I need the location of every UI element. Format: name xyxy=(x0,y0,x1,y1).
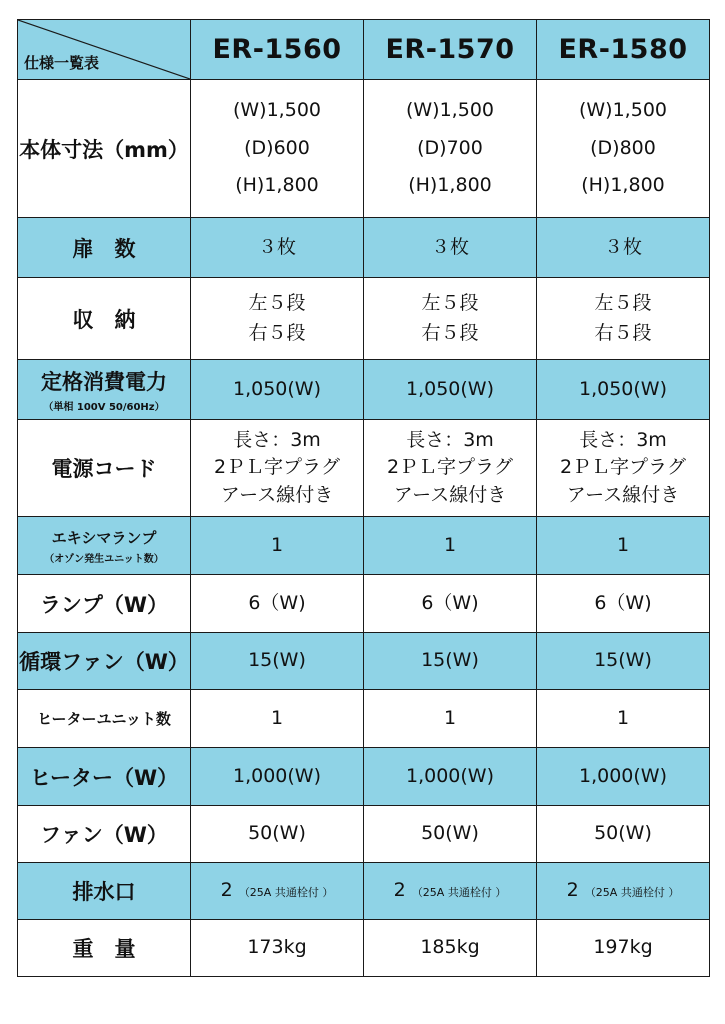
row-label: ヒーターユニット数 xyxy=(18,690,191,748)
storage-cell xyxy=(537,278,710,360)
row-circulation-fan xyxy=(18,633,710,690)
drain-count: 2 xyxy=(566,879,579,902)
drain-count: 2 xyxy=(220,879,233,902)
row-label: ヒーター（W） xyxy=(18,748,191,806)
dimension-height: (H)1,800 xyxy=(235,174,319,197)
cord-ground: アース線付き xyxy=(220,483,334,506)
row-doors xyxy=(18,218,710,278)
dimension-depth: (D)600 xyxy=(244,136,310,159)
power-sublabel: （単相 100V 50/60Hz） xyxy=(43,402,165,413)
power-cell: 1,050(W) xyxy=(191,360,364,420)
cord-ground: アース線付き xyxy=(566,483,680,506)
heater-units-cell: 1 xyxy=(537,690,710,748)
dimensions-cell xyxy=(191,80,364,218)
cord-plug: 2ＰＬ字プラグ xyxy=(559,456,687,479)
storage-left: 左５段 xyxy=(248,292,306,315)
dimensions-cell xyxy=(364,80,537,218)
header-row xyxy=(18,20,710,80)
storage-right: 右５段 xyxy=(248,321,306,344)
row-lamp xyxy=(18,575,710,633)
dimension-width: (W)1,500 xyxy=(578,99,667,122)
row-label: 扉 数 xyxy=(18,218,191,278)
cord-length: 長さ：3m xyxy=(579,428,667,451)
dimensions-cell xyxy=(537,80,710,218)
fan-cell: 50(W) xyxy=(364,806,537,863)
row-label xyxy=(18,360,191,420)
corner-label: 仕様一覧表 xyxy=(24,54,100,72)
storage-cell xyxy=(191,278,364,360)
excimer-cell: 1 xyxy=(364,517,537,575)
row-weight xyxy=(18,920,710,977)
drain-note: （25A 共通栓付 ） xyxy=(238,886,334,900)
excimer-cell: 1 xyxy=(191,517,364,575)
fan-cell: 50(W) xyxy=(537,806,710,863)
cord-plug: 2ＰＬ字プラグ xyxy=(213,456,341,479)
weight-cell: 173kg xyxy=(191,920,364,977)
spec-table xyxy=(17,19,710,977)
doors-cell: ３枚 xyxy=(537,218,710,278)
row-heater-units xyxy=(18,690,710,748)
lamp-cell: 6（W) xyxy=(364,575,537,633)
heater-cell: 1,000(W) xyxy=(364,748,537,806)
circulation-fan-cell: 15(W) xyxy=(364,633,537,690)
power-label: 定格消費電力 xyxy=(41,370,167,394)
heater-units-cell: 1 xyxy=(191,690,364,748)
circulation-fan-cell: 15(W) xyxy=(537,633,710,690)
storage-left: 左５段 xyxy=(421,292,479,315)
dimension-height: (H)1,800 xyxy=(408,174,492,197)
row-label: 電源コード xyxy=(18,420,191,517)
cord-cell xyxy=(537,420,710,517)
row-label: ファン（W） xyxy=(18,806,191,863)
dimension-depth: (D)800 xyxy=(590,136,656,159)
heater-cell: 1,000(W) xyxy=(537,748,710,806)
cord-length: 長さ：3m xyxy=(233,428,321,451)
row-fan xyxy=(18,806,710,863)
model-header: ER-1580 xyxy=(537,20,710,80)
model-header: ER-1570 xyxy=(364,20,537,80)
cord-cell xyxy=(191,420,364,517)
drain-cell xyxy=(537,863,710,920)
weight-cell: 197kg xyxy=(537,920,710,977)
dimension-depth: (D)700 xyxy=(417,136,483,159)
row-storage xyxy=(18,278,710,360)
row-label: ランプ（W） xyxy=(18,575,191,633)
cord-plug: 2ＰＬ字プラグ xyxy=(386,456,514,479)
drain-count: 2 xyxy=(393,879,406,902)
cord-cell xyxy=(364,420,537,517)
row-power xyxy=(18,360,710,420)
row-label: 排水口 xyxy=(18,863,191,920)
fan-cell: 50(W) xyxy=(191,806,364,863)
doors-cell: ３枚 xyxy=(364,218,537,278)
lamp-cell: 6（W) xyxy=(537,575,710,633)
row-label: 循環ファン（W） xyxy=(18,633,191,690)
storage-right: 右５段 xyxy=(421,321,479,344)
drain-cell xyxy=(191,863,364,920)
model-header: ER-1560 xyxy=(191,20,364,80)
excimer-sublabel: （オゾン発生ユニット数） xyxy=(44,553,164,565)
cord-ground: アース線付き xyxy=(393,483,507,506)
excimer-label: エキシマランプ xyxy=(51,528,157,547)
drain-note: （25A 共通栓付 ） xyxy=(411,886,507,900)
dimension-height: (H)1,800 xyxy=(581,174,665,197)
circulation-fan-cell: 15(W) xyxy=(191,633,364,690)
row-label: 本体寸法（mm） xyxy=(18,80,191,218)
power-cell: 1,050(W) xyxy=(537,360,710,420)
row-heater xyxy=(18,748,710,806)
drain-cell xyxy=(364,863,537,920)
heater-cell: 1,000(W) xyxy=(191,748,364,806)
storage-cell xyxy=(364,278,537,360)
dimension-width: (W)1,500 xyxy=(232,99,321,122)
power-cell: 1,050(W) xyxy=(364,360,537,420)
lamp-cell: 6（W) xyxy=(191,575,364,633)
drain-note: （25A 共通栓付 ） xyxy=(584,886,680,900)
dimension-width: (W)1,500 xyxy=(405,99,494,122)
excimer-cell: 1 xyxy=(537,517,710,575)
storage-right: 右５段 xyxy=(594,321,652,344)
row-drain xyxy=(18,863,710,920)
heater-units-cell: 1 xyxy=(364,690,537,748)
cord-length: 長さ：3m xyxy=(406,428,494,451)
row-dimensions xyxy=(18,80,710,218)
storage-left: 左５段 xyxy=(594,292,652,315)
doors-cell: ３枚 xyxy=(191,218,364,278)
weight-cell: 185kg xyxy=(364,920,537,977)
corner-cell xyxy=(18,20,191,80)
row-label xyxy=(18,517,191,575)
row-excimer xyxy=(18,517,710,575)
row-label: 重 量 xyxy=(18,920,191,977)
row-label: 収 納 xyxy=(18,278,191,360)
row-cord xyxy=(18,420,710,517)
